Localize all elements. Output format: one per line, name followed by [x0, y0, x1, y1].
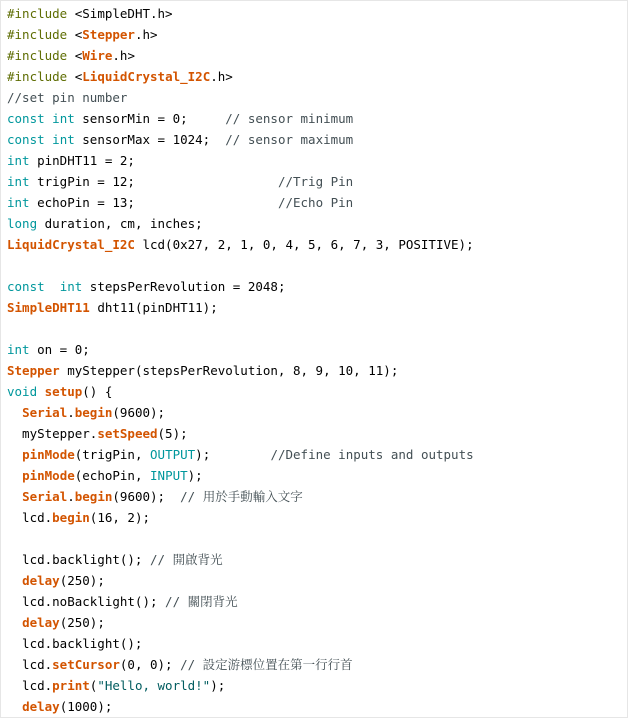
code-token-default: (250);	[59, 615, 105, 630]
code-token-default: (9600);	[112, 405, 166, 420]
code-token-comment: //Echo Pin	[277, 195, 354, 210]
code-line[interactable]	[7, 654, 474, 675]
code-token-preprocessor: #include	[7, 6, 68, 21]
code-token-default: sensorMax = 1024;	[74, 132, 226, 147]
code-token-default: (echoPin,	[74, 468, 151, 483]
code-token-default: );	[195, 447, 271, 462]
code-token-default: lcd.	[7, 657, 53, 672]
code-token-default: (	[89, 678, 98, 693]
code-token-default: lcd.	[7, 678, 53, 693]
code-line[interactable]	[7, 423, 474, 444]
code-token-default: <	[67, 27, 83, 42]
code-line[interactable]	[7, 486, 474, 507]
code-token-default: (250);	[59, 573, 105, 588]
code-line[interactable]	[7, 633, 474, 654]
code-token-default: <	[67, 69, 83, 84]
code-line[interactable]	[7, 465, 474, 486]
code-line[interactable]	[7, 570, 474, 591]
code-token-library: LiquidCrystal_I2C	[7, 237, 135, 252]
code-token-library: delay	[22, 699, 60, 714]
code-token-default: (16, 2);	[89, 510, 151, 525]
code-line[interactable]	[7, 192, 474, 213]
code-token-comment: // sensor maximum	[225, 132, 354, 147]
code-token-keyword: const	[7, 111, 45, 126]
code-token-default: (1000);	[59, 699, 113, 714]
code-line[interactable]	[7, 129, 474, 150]
code-token-default	[7, 468, 22, 483]
code-token-default: (5);	[157, 426, 188, 441]
code-line[interactable]	[7, 381, 474, 402]
code-line[interactable]	[7, 108, 474, 129]
code-token-keyword: OUTPUT	[150, 447, 196, 462]
code-token-default: sensorMin = 0;	[74, 111, 226, 126]
code-token-comment: //Trig Pin	[277, 174, 354, 189]
code-token-default: .h>	[134, 27, 158, 42]
code-token-default: echoPin = 13;	[29, 195, 278, 210]
code-token-default: (0, 0);	[119, 657, 181, 672]
code-token-comment: // sensor minimum	[225, 111, 354, 126]
code-token-default: <	[67, 48, 83, 63]
code-token-library: delay	[22, 615, 60, 630]
code-line[interactable]	[7, 549, 474, 570]
code-token-default: .	[67, 405, 75, 420]
code-token-default: .	[67, 489, 75, 504]
code-token-library: SimpleDHT11	[7, 300, 90, 315]
code-line[interactable]	[7, 45, 474, 66]
code-token-default	[7, 489, 22, 504]
code-token-default: trigPin = 12;	[29, 174, 278, 189]
code-line[interactable]	[7, 171, 474, 192]
code-line[interactable]	[7, 3, 474, 24]
code-token-preprocessor: #include	[7, 69, 68, 84]
code-line[interactable]	[7, 66, 474, 87]
code-token-default	[7, 405, 22, 420]
code-token-keyword: int	[59, 279, 83, 294]
code-token-library: pinMode	[22, 468, 75, 483]
code-token-default: myStepper.	[7, 426, 98, 441]
code-token-comment: // 設定游標位置在第一行行首	[180, 657, 353, 672]
code-token-keyword: long	[7, 216, 38, 231]
code-token-library: print	[52, 678, 90, 693]
code-line[interactable]	[7, 276, 474, 297]
code-line[interactable]	[7, 675, 474, 696]
code-token-comment: //Define inputs and outputs	[270, 447, 474, 462]
code-line[interactable]	[7, 591, 474, 612]
code-line[interactable]	[7, 24, 474, 45]
code-token-default: pinDHT11 = 2;	[29, 153, 135, 168]
code-line[interactable]	[7, 402, 474, 423]
code-token-library: Serial	[22, 489, 68, 504]
code-token-default: lcd.backlight();	[7, 552, 150, 567]
code-lines	[7, 3, 474, 717]
code-token-library: Wire	[82, 48, 113, 63]
code-token-default: duration, cm, inches;	[37, 216, 203, 231]
code-token-library: LiquidCrystal_I2C	[82, 69, 211, 84]
code-token-default: (trigPin,	[74, 447, 151, 462]
code-token-preprocessor: #include	[7, 27, 68, 42]
code-token-default: on = 0;	[29, 342, 90, 357]
code-token-comment: // 開啟背光	[150, 552, 223, 567]
code-token-keyword: const	[7, 279, 45, 294]
code-line[interactable]	[7, 612, 474, 633]
code-line[interactable]	[7, 213, 474, 234]
code-line[interactable]	[7, 339, 474, 360]
code-token-default: .h>	[210, 69, 233, 84]
code-token-default	[37, 384, 45, 399]
code-token-default: () {	[82, 384, 113, 399]
code-line[interactable]	[7, 360, 474, 381]
code-line[interactable]	[7, 696, 474, 717]
code-line[interactable]	[7, 255, 474, 276]
code-token-default: myStepper(stepsPerRevolution, 8, 9, 10, 11);	[59, 363, 399, 378]
code-token-library: Stepper	[82, 27, 135, 42]
code-token-keyword: int	[52, 111, 75, 126]
code-token-default: <SimpleDHT.h>	[67, 6, 173, 21]
code-token-preprocessor: #include	[7, 48, 68, 63]
code-token-library: begin	[74, 489, 113, 504]
code-token-library: setup	[44, 384, 83, 399]
code-token-default: lcd.noBacklight();	[7, 594, 166, 609]
code-token-library: setCursor	[52, 657, 120, 672]
code-token-default: .h>	[112, 48, 135, 63]
code-token-comment: // 關閉背光	[165, 594, 238, 609]
code-token-default	[45, 279, 60, 294]
code-token-default	[7, 447, 22, 462]
code-token-library: Stepper	[7, 363, 60, 378]
code-token-comment: //set pin number	[7, 90, 128, 105]
code-token-library: begin	[52, 510, 90, 525]
code-token-default: lcd(0x27, 2, 1, 0, 4, 5, 6, 7, 3, POSITIVE);	[134, 237, 474, 252]
code-token-library: delay	[22, 573, 60, 588]
code-line[interactable]	[7, 318, 474, 339]
code-token-library: pinMode	[22, 447, 75, 462]
code-token-keyword: void	[7, 384, 38, 399]
code-token-comment: // 用於手動輸入文字	[180, 489, 303, 504]
code-line[interactable]	[7, 234, 474, 255]
code-line[interactable]	[7, 507, 474, 528]
code-line[interactable]	[7, 87, 474, 108]
code-token-default	[7, 615, 22, 630]
code-token-keyword: int	[7, 153, 30, 168]
code-line[interactable]	[7, 150, 474, 171]
code-token-default: dht11(pinDHT11);	[89, 300, 218, 315]
code-token-default: );	[187, 468, 203, 483]
code-token-library: begin	[74, 405, 113, 420]
code-token-default	[7, 699, 22, 714]
code-token-library: Serial	[22, 405, 68, 420]
code-token-library: setSpeed	[97, 426, 158, 441]
code-token-default: stepsPerRevolution = 2048;	[82, 279, 286, 294]
code-token-default: lcd.backlight();	[7, 636, 143, 651]
code-token-keyword: int	[7, 195, 30, 210]
code-token-keyword: INPUT	[150, 468, 188, 483]
code-token-default: (9600);	[112, 489, 181, 504]
code-token-default: lcd.	[7, 510, 53, 525]
code-token-keyword: int	[7, 342, 30, 357]
code-token-default	[7, 573, 22, 588]
code-token-keyword: const	[7, 132, 45, 147]
code-token-string: "Hello, world!"	[97, 678, 211, 693]
code-token-keyword: int	[52, 132, 75, 147]
code-token-default: );	[210, 678, 226, 693]
code-line[interactable]	[7, 528, 474, 549]
code-line[interactable]	[7, 444, 474, 465]
code-token-keyword: int	[7, 174, 30, 189]
code-line[interactable]	[7, 297, 474, 318]
